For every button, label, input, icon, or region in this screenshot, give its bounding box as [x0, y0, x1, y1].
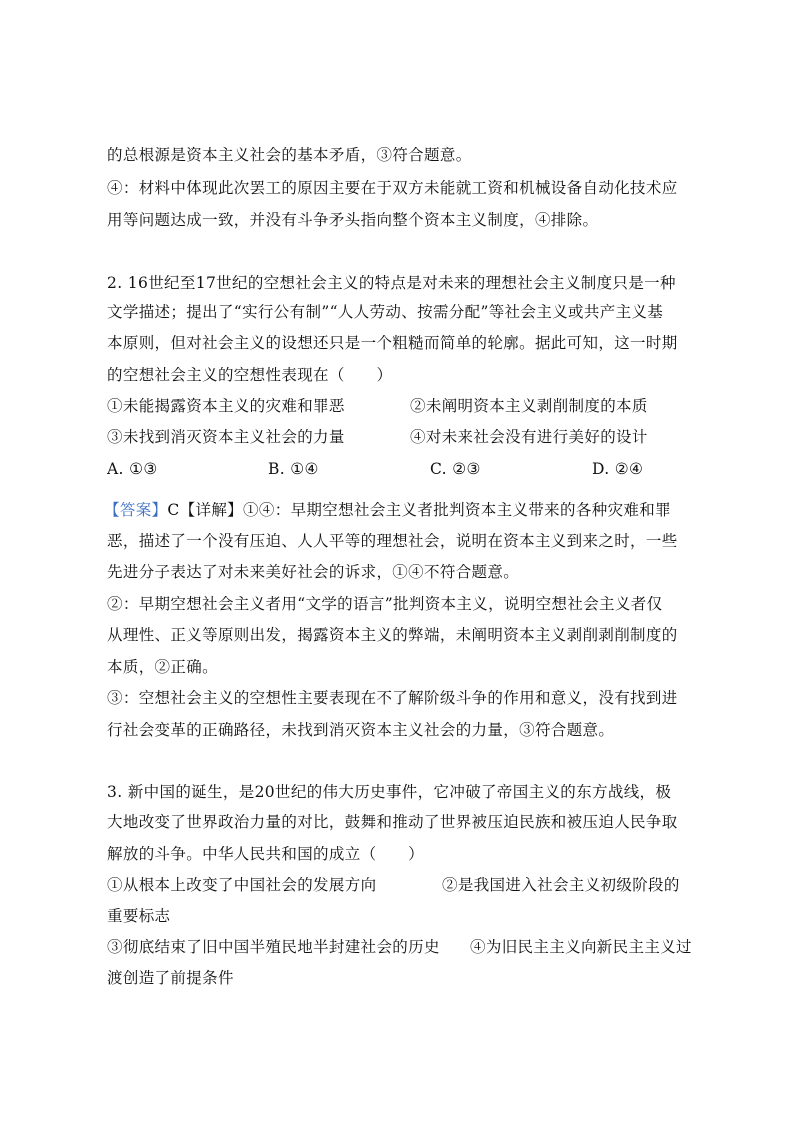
q2-stem-line: 本原则，但对社会主义的设想还只是一个粗糙而简单的轮廓。据此可知，这一时期 [107, 334, 678, 352]
q2-analysis-line: 先进分子表达了对未来美好社会的诉求，①④不符合题意。 [107, 563, 520, 581]
q3-option-continuation: 渡创造了前提条件 [107, 969, 234, 987]
q2-option: ④对未来社会没有进行美好的设计 [410, 428, 648, 446]
q3-option: ④为旧民主主义向新民主主义过 [470, 938, 692, 956]
q3-option: ②是我国进入社会主义初级阶段的 [442, 876, 680, 894]
answer-tag: 【答案】 [104, 501, 168, 519]
detail-tag: 【详解】 [179, 501, 244, 519]
answer-letter: C [167, 501, 180, 519]
q3-option-continuation: 重要标志 [107, 907, 171, 925]
q2-choice-d: D. ②④ [592, 460, 644, 478]
prev-answer-line: 用等问题达成一致，并没有斗争矛头指向整个资本主义制度，④排除。 [107, 211, 599, 229]
q3-stem-line: 3. 新中国的诞生，是20世纪的伟大历史事件，它冲破了帝国主义的东方战线，极 [107, 783, 672, 801]
analysis-text: ①④：早期空想社会主义者批判资本主义带来的各种灾难和罪 [243, 501, 671, 519]
q2-analysis-line: 行社会变革的正确路径，未找到消灭资本主义社会的力量，③符合题意。 [107, 721, 615, 739]
q2-option: ①未能揭露资本主义的灾难和罪恶 [107, 397, 345, 415]
q3-option: ③彻底结束了旧中国半殖民地半封建社会的历史 [107, 938, 440, 956]
q2-option: ③未找到消灭资本主义社会的力量 [107, 428, 345, 446]
q2-choice-b: B. ①④ [268, 460, 319, 478]
q3-stem-line: 解放的斗争。中华人民共和国的成立（ ） [107, 845, 425, 863]
q2-answer-line [104, 500, 671, 520]
prev-answer-line: ④：材料中体现此次罢工的原因主要在于双方未能就工资和机械设备自动化技术应 [107, 179, 678, 197]
q2-analysis-line: ②：早期空想社会主义者用“文学的语言”批判资本主义，说明空想社会主义者仅 [107, 595, 663, 613]
q3-option: ①从根本上改变了中国社会的发展方向 [107, 876, 377, 894]
prev-answer-line: 的总根源是资本主义社会的基本矛盾，③符合题意。 [107, 146, 472, 164]
q2-choice-a: A. ①③ [107, 460, 158, 478]
q2-option: ②未阐明资本主义剥削制度的本质 [410, 397, 648, 415]
q3-stem-line: 大地改变了世界政治力量的对比，鼓舞和推动了世界被压迫民族和被压迫人民争取 [107, 813, 678, 831]
q2-analysis-line: ③：空想社会主义的空想性主要表现在不了解阶级斗争的作用和意义，没有找到进 [107, 689, 678, 707]
q2-stem-line: 2. 16世纪至17世纪的空想社会主义的特点是对未来的理想社会主义制度只是一种 [107, 274, 676, 292]
q2-choice-c: C. ②③ [430, 460, 481, 478]
q2-analysis-line: 本质，②正确。 [107, 658, 218, 676]
q2-stem-line: 的空想社会主义的空想性表现在（ ） [107, 366, 393, 384]
q2-analysis-line: 恶，描述了一个没有压迫、人人平等的理想社会，说明在资本主义到来之时，一些 [107, 532, 678, 550]
q2-stem-line: 文学描述；提出了“实行公有制”“人人劳动、按需分配”等社会主义或共产主义基 [107, 303, 664, 321]
q2-analysis-line: 从理性、正义等原则出发，揭露资本主义的弊端，未阐明资本主义剥削剥削制度的 [107, 626, 678, 644]
